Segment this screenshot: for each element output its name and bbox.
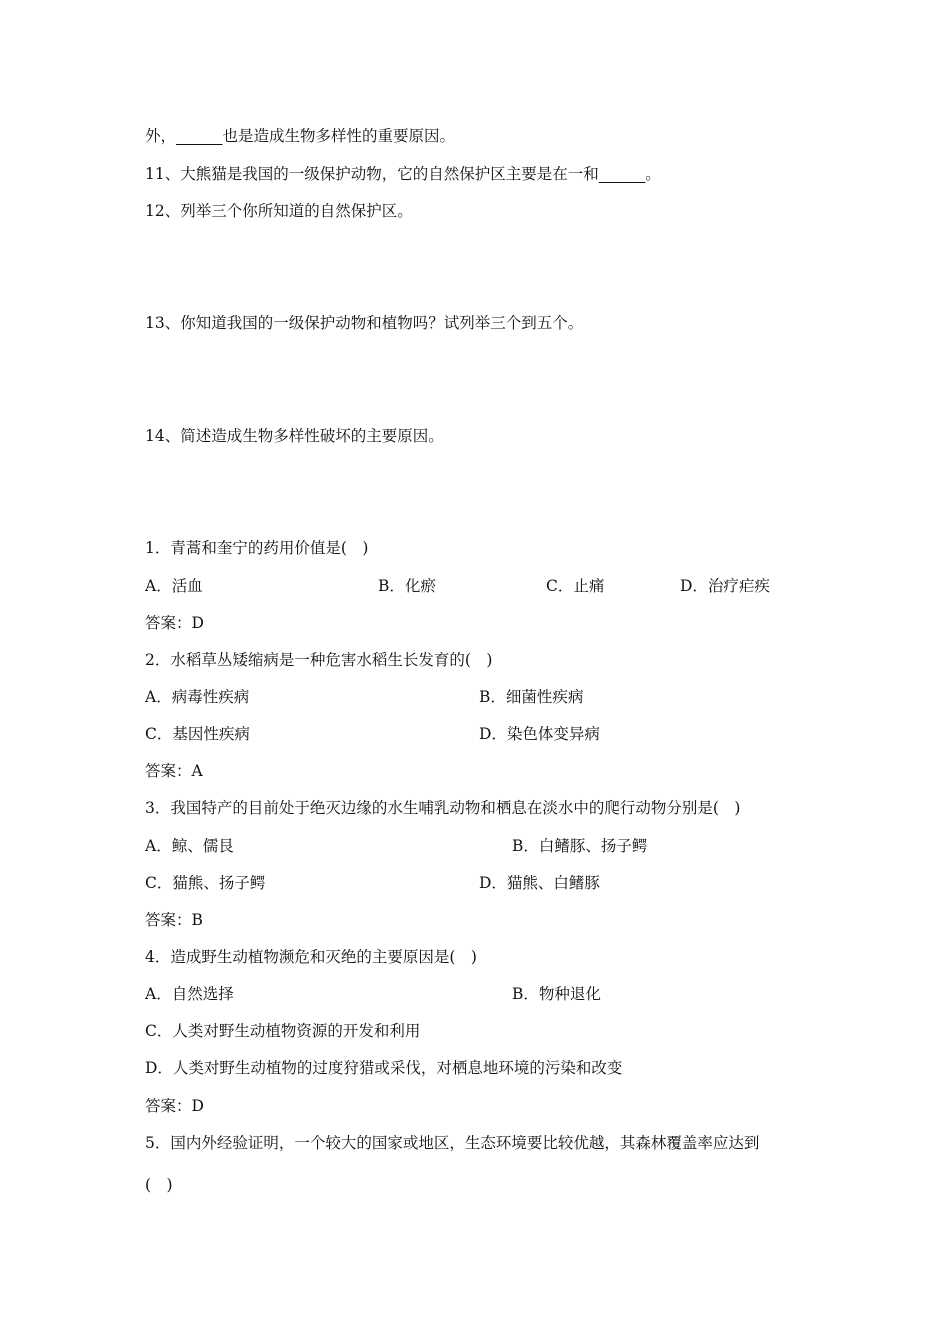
- mcq-5-stem-cont: ( ): [145, 1176, 173, 1194]
- fill-in-line-11: [145, 164, 661, 184]
- question-13: 13、你知道我国的一级保护动物和植物吗？试列举三个到五个。: [145, 314, 584, 332]
- mcq-4-stem: 4．造成野生动植物濒危和灭绝的主要原因是( ): [145, 948, 477, 966]
- fill-in-post: 。: [645, 165, 661, 183]
- mcq-3-stem: 3．我国特产的目前处于绝灭边缘的水生哺乳动物和栖息在淡水中的爬行动物分别是( ): [145, 799, 741, 817]
- mcq-2-stem: 2．水稻草丛矮缩病是一种危害水稻生长发育的( ): [145, 651, 493, 669]
- mcq-3-answer: 答案：B: [145, 911, 203, 929]
- fill-in-line-10: [145, 126, 455, 146]
- answer-blank: ______: [598, 165, 646, 183]
- answer-blank: ______: [176, 127, 223, 145]
- mcq-4-answer: 答案：D: [145, 1097, 204, 1115]
- mcq-4-option-c: C．人类对野生动植物资源的开发和利用: [145, 1022, 421, 1040]
- mcq-1-option-a: A．活血: [145, 577, 203, 595]
- fill-in-pre: 11、大熊猫是我国的一级保护动物，它的自然保护区主要是在一和: [145, 165, 599, 183]
- mcq-1-answer: 答案：D: [145, 614, 204, 632]
- mcq-1-option-c: C．止痛: [546, 577, 605, 595]
- question-12: 12、列举三个你所知道的自然保护区。: [145, 202, 413, 220]
- mcq-2-option-a: A．病毒性疾病: [145, 688, 250, 706]
- mcq-3-option-c: C．猫熊、扬子鳄: [145, 874, 266, 892]
- mcq-1-option-d: D．治疗疟疾: [680, 577, 770, 595]
- mcq-2-answer: 答案：A: [145, 762, 203, 780]
- fill-in-post: 也是造成生物多样性的重要原因。: [222, 127, 456, 145]
- mcq-5-stem: 5．国内外经验证明，一个较大的国家或地区，生态环境要比较优越，其森林覆盖率应达到: [145, 1134, 760, 1152]
- mcq-1-option-b: B．化瘀: [378, 577, 436, 595]
- mcq-4-option-d: D．人类对野生动植物的过度狩猎或采伐，对栖息地环境的污染和改变: [145, 1059, 623, 1077]
- mcq-2-option-d: D．染色体变异病: [479, 725, 600, 743]
- mcq-3-option-d: D．猫熊、白鳍豚: [479, 874, 600, 892]
- mcq-3-option-b: B．白鳍豚、扬子鳄: [512, 837, 648, 855]
- mcq-1-stem: 1．青蒿和奎宁的药用价值是( ): [145, 539, 369, 557]
- mcq-2-option-c: C．基因性疾病: [145, 725, 250, 743]
- question-14: 14、简述造成生物多样性破坏的主要原因。: [145, 427, 444, 445]
- mcq-4-option-a: A．自然选择: [145, 985, 234, 1003]
- mcq-3-option-a: A．鲸、儒艮: [145, 837, 234, 855]
- mcq-4-option-b: B．物种退化: [512, 985, 601, 1003]
- mcq-2-option-b: B．细菌性疾病: [479, 688, 584, 706]
- fill-in-pre: 外，: [145, 127, 177, 145]
